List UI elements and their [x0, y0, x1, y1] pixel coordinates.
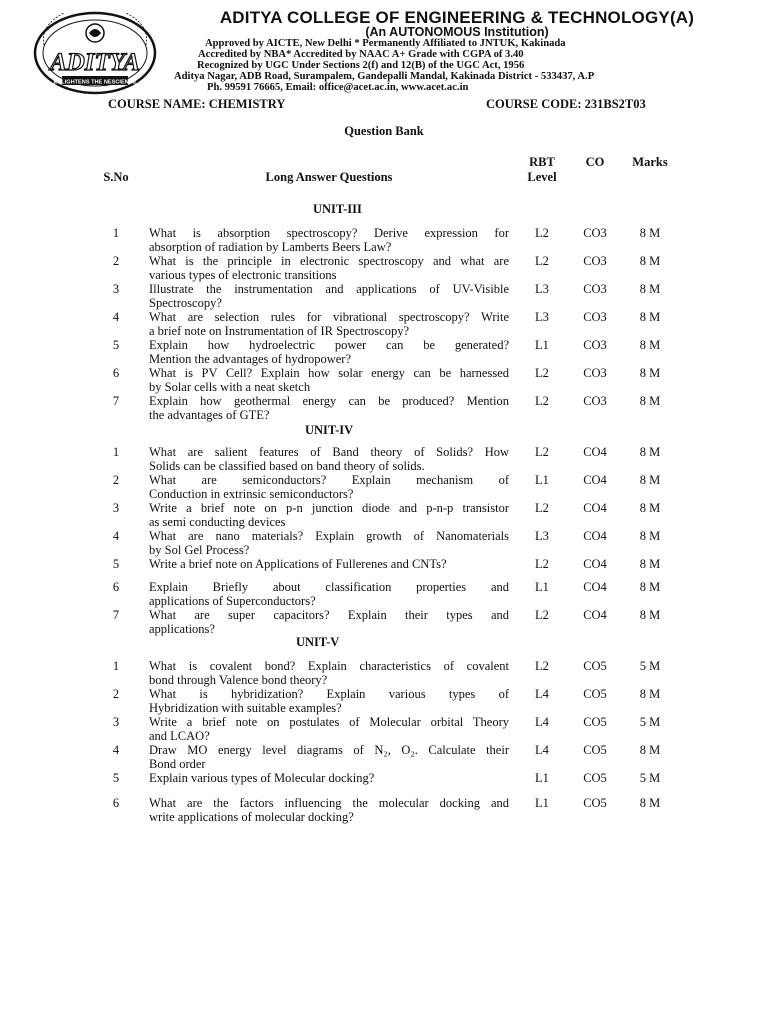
question-line-1: Write a brief note on Applications of Fullerenes and CNTs?	[149, 557, 447, 571]
rbt-level: L2	[535, 445, 549, 459]
institution-status: (An AUTONOMOUS Institution)	[365, 25, 549, 39]
course-outcome: CO5	[583, 743, 607, 757]
question-line-1: Explain how geothermal energy can be produced? Mention	[149, 394, 509, 408]
serial-number: 3	[112, 715, 120, 729]
question-line-1: What are the factors influencing the molecular docking and	[149, 796, 509, 810]
course-outcome: CO3	[583, 254, 607, 268]
question-line-2: Spectroscopy?	[149, 296, 222, 310]
question-text	[149, 226, 509, 254]
course-outcome: CO4	[583, 445, 607, 459]
rbt-level: L2	[535, 557, 549, 571]
question-line-2: as semi conducting devices	[149, 515, 286, 529]
question-line-2: by Solar cells with a neat sketch	[149, 380, 311, 394]
rbt-level: L4	[535, 687, 549, 701]
serial-number: 1	[112, 659, 120, 673]
marks: 8 M	[639, 687, 661, 701]
question-text	[149, 501, 509, 529]
marks: 8 M	[639, 226, 661, 240]
course-outcome: CO5	[583, 687, 607, 701]
course-outcome: CO4	[583, 608, 607, 622]
course-outcome: CO3	[583, 282, 607, 296]
question-line-2: Solids can be classified based on band theory of solids.	[149, 459, 425, 473]
rbt-level: L1	[535, 338, 549, 352]
column-header-marks: Marks	[632, 155, 668, 169]
marks: 8 M	[639, 580, 661, 594]
question-line-2: applications?	[149, 622, 215, 636]
address-line: Aditya Nagar, ADB Road, Surampalem, Gandepalli Mandal, Kakinada District - 533437, A.P	[174, 71, 595, 82]
course-outcome: CO5	[583, 659, 607, 673]
contact-line: Ph. 99591 76665, Email: office@acet.ac.in, www.acet.ac.in	[207, 82, 469, 93]
question-line-1: Explain Briefly about classification properties and	[149, 580, 509, 594]
column-header-sno: S.No	[103, 170, 129, 184]
serial-number: 5	[112, 557, 120, 571]
question-line-1: What are salient features of Band theory of Solids? How	[149, 445, 509, 459]
marks: 8 M	[639, 282, 661, 296]
course-outcome: CO3	[583, 394, 607, 408]
course-outcome: CO3	[583, 338, 607, 352]
marks: 5 M	[639, 659, 661, 673]
marks: 5 M	[639, 715, 661, 729]
question-line-1: Write a brief note on postulates of Molecular orbital Theory	[149, 715, 509, 729]
question-line-1: Explain how hydroelectric power can be generated?	[149, 338, 509, 352]
question-line-2: various types of electronic transitions	[149, 268, 337, 282]
accreditation-line: Accredited by NBA* Accredited by NAAC A+ Grade with CGPA of 3.40	[198, 49, 524, 60]
serial-number: 3	[112, 501, 120, 515]
marks: 8 M	[639, 557, 661, 571]
marks: 8 M	[639, 254, 661, 268]
question-line-1: What is hybridization? Explain various types of	[149, 687, 509, 701]
question-line-2: Bond order	[149, 757, 206, 771]
question-line-1: What is PV Cell? Explain how solar energy can be harnessed	[149, 366, 509, 380]
serial-number: 6	[112, 580, 120, 594]
serial-number: 6	[112, 796, 120, 810]
question-line-1: What is covalent bond? Explain characteristics of covalent	[149, 659, 509, 673]
serial-number: 4	[112, 310, 120, 324]
question-text	[149, 310, 509, 338]
question-line-2: Conduction in extrinsic semiconductors?	[149, 487, 354, 501]
question-text	[149, 715, 509, 743]
serial-number: 2	[112, 254, 120, 268]
question-line-2: absorption of radiation by Lamberts Beers Law?	[149, 240, 392, 254]
rbt-level: L3	[535, 310, 549, 324]
column-header-rbt-line2: Level	[527, 170, 557, 184]
question-line-1: What is the principle in electronic spectroscopy and what are	[149, 254, 509, 268]
rbt-level: L2	[535, 366, 549, 380]
course-outcome: CO4	[583, 473, 607, 487]
serial-number: 1	[112, 445, 120, 459]
question-text	[149, 557, 509, 571]
course-outcome: CO4	[583, 580, 607, 594]
approval-line: Approved by AICTE, New Delhi * Permanently Affiliated to JNTUK, Kakinada	[205, 38, 566, 49]
serial-number: 7	[112, 608, 120, 622]
rbt-level: L3	[535, 282, 549, 296]
question-text	[149, 366, 509, 394]
question-line-1: What are selection rules for vibrational spectroscopy? Write	[149, 310, 509, 324]
rbt-level: L1	[535, 796, 549, 810]
marks: 8 M	[639, 394, 661, 408]
logo-tagline: ENLIGHTENS THE NESCIENCE	[53, 79, 137, 86]
rbt-level: L1	[535, 771, 549, 785]
question-line-2: bond through Valence bond theory?	[149, 673, 328, 687]
question-text	[149, 338, 509, 366]
serial-number: 2	[112, 473, 120, 487]
course-code: COURSE CODE: 231BS2T03	[486, 97, 646, 111]
question-text	[149, 796, 509, 824]
course-outcome: CO3	[583, 310, 607, 324]
marks: 8 M	[639, 473, 661, 487]
question-line-2: Hybridization with suitable examples?	[149, 701, 342, 715]
question-line-1: Write a brief note on p-n junction diode and p-n-p transistor	[149, 501, 509, 515]
question-line-2: and LCAO?	[149, 729, 210, 743]
course-outcome: CO5	[583, 796, 607, 810]
rbt-level: L2	[535, 394, 549, 408]
question-line-1: Illustrate the instrumentation and applications of UV-Visible	[149, 282, 509, 296]
unit-heading: UNIT-III	[313, 202, 362, 216]
question-line-1: What are nano materials? Explain growth of Nanomaterials	[149, 529, 509, 543]
question-line-1: Explain various types of Molecular docking?	[149, 771, 375, 785]
college-name: ADITYA COLLEGE OF ENGINEERING & TECHNOLOGY(A)	[219, 8, 695, 27]
course-name: COURSE NAME: CHEMISTRY	[108, 97, 286, 111]
question-line-1: What are semiconductors? Explain mechanism of	[149, 473, 509, 487]
serial-number: 6	[112, 366, 120, 380]
question-text	[149, 743, 509, 771]
page-title: Question Bank	[344, 124, 424, 138]
question-line-2: Mention the advantages of hydropower?	[149, 352, 352, 366]
column-header-rbt-line1: RBT	[529, 155, 555, 169]
rbt-level: L4	[535, 715, 549, 729]
course-outcome: CO3	[583, 366, 607, 380]
course-outcome: CO4	[583, 557, 607, 571]
question-text	[149, 282, 509, 310]
marks: 8 M	[639, 796, 661, 810]
question-text	[149, 659, 509, 687]
question-text	[149, 445, 509, 473]
marks: 8 M	[639, 338, 661, 352]
rbt-level: L2	[535, 254, 549, 268]
question-text	[149, 580, 509, 608]
course-outcome: CO4	[583, 529, 607, 543]
serial-number: 4	[112, 743, 120, 757]
question-text	[149, 254, 509, 282]
serial-number: 3	[112, 282, 120, 296]
marks: 8 M	[639, 445, 661, 459]
question-text	[149, 771, 509, 785]
marks: 8 M	[639, 529, 661, 543]
course-outcome: CO5	[583, 771, 607, 785]
rbt-level: L3	[535, 529, 549, 543]
course-outcome: CO3	[583, 226, 607, 240]
serial-number: 5	[112, 771, 120, 785]
column-header-co: CO	[585, 155, 605, 169]
serial-number: 4	[112, 529, 120, 543]
marks: 8 M	[639, 743, 661, 757]
rbt-level: L2	[535, 608, 549, 622]
rbt-level: L1	[535, 580, 549, 594]
marks: 5 M	[639, 771, 661, 785]
serial-number: 7	[112, 394, 120, 408]
rbt-level: L1	[535, 473, 549, 487]
column-header-rbt	[518, 155, 566, 185]
serial-number: 5	[112, 338, 120, 352]
question-text	[149, 687, 509, 715]
course-outcome: CO4	[583, 501, 607, 515]
question-text	[149, 529, 509, 557]
course-outcome: CO5	[583, 715, 607, 729]
ugc-line: Recognized by UGC Under Sections 2(f) and 12(B) of the UGC Act, 1956	[197, 60, 525, 71]
marks: 8 M	[639, 608, 661, 622]
marks: 8 M	[639, 310, 661, 324]
rbt-level: L2	[535, 659, 549, 673]
serial-number: 2	[112, 687, 120, 701]
serial-number: 1	[112, 226, 120, 240]
column-header-question: Long Answer Questions	[265, 170, 393, 184]
unit-heading: UNIT-V	[296, 635, 340, 649]
unit-heading: UNIT-IV	[305, 423, 354, 437]
question-line-1: Draw MO energy level diagrams of N₂, O₂. Calculate their	[149, 743, 509, 757]
question-text	[149, 473, 509, 501]
question-line-2: the advantages of GTE?	[149, 408, 270, 422]
question-text	[149, 394, 509, 422]
rbt-level: L2	[535, 501, 549, 515]
question-line-1: What is absorption spectroscopy? Derive expression for	[149, 226, 509, 240]
marks: 8 M	[639, 501, 661, 515]
rbt-level: L2	[535, 226, 549, 240]
rbt-level: L4	[535, 743, 549, 757]
question-line-2: applications of Superconductors?	[149, 594, 316, 608]
marks: 8 M	[639, 366, 661, 380]
question-line-2: a brief note on Instrumentation of IR Spectroscopy?	[149, 324, 409, 338]
question-text	[149, 608, 509, 636]
logo-wordmark: ADITYA	[50, 49, 140, 76]
question-line-2: write applications of molecular docking?	[149, 810, 354, 824]
question-line-1: What are super capacitors? Explain their types and	[149, 608, 509, 622]
question-line-2: by Sol Gel Process?	[149, 543, 250, 557]
